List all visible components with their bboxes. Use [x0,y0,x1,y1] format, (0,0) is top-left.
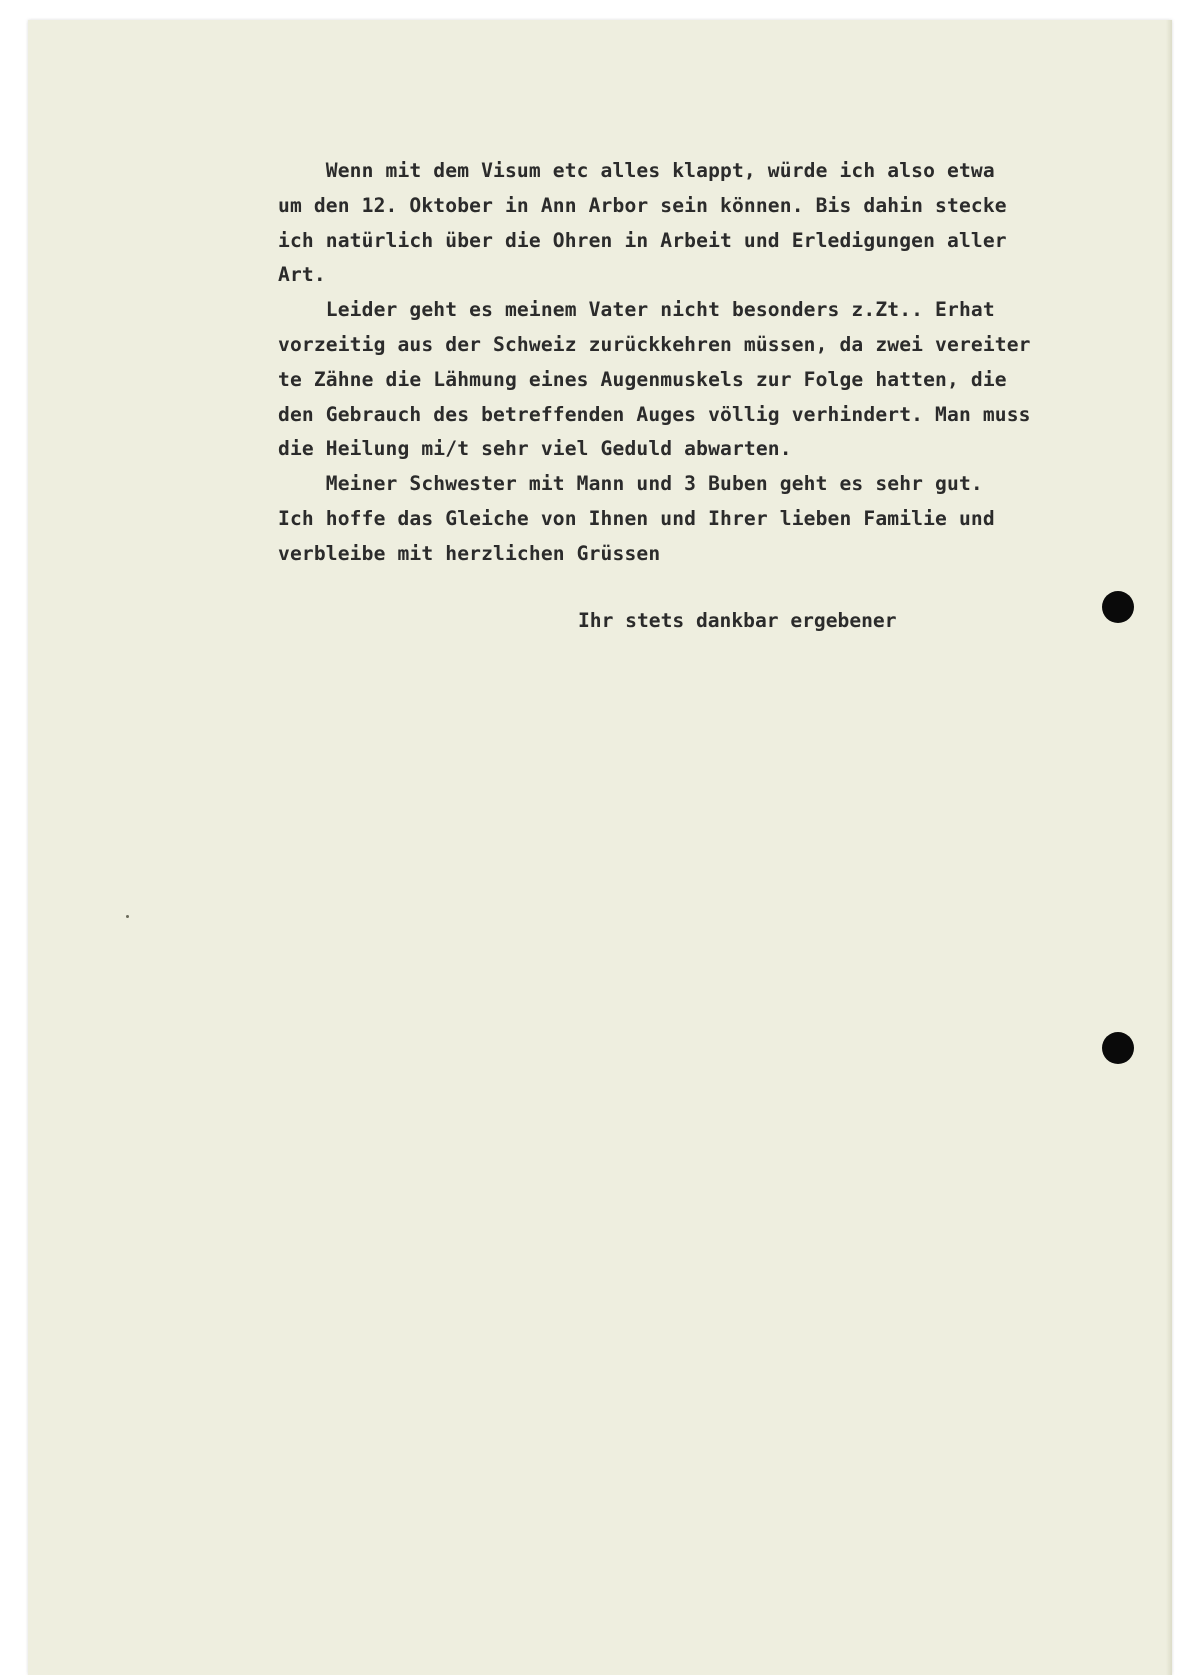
letter-line: Meiner Schwester mit Mann und 3 Buben geht es sehr gut. [278,472,983,496]
letter-line: ich natürlich über die Ohren in Arbeit und Erledigungen aller [278,228,1007,252]
letter-line: um den 12. Oktober in Ann Arbor sein können. Bis dahin stecke [278,193,1007,217]
letter-line: vorzeitig aus der Schweiz zurückkehren müssen, da zwei vereiter [278,332,1031,356]
letter-line: verbleibe mit herzlichen Grüssen [278,541,661,565]
letter-line: den Gebrauch des betreffenden Auges völlig verhindert. Man muss [278,402,1031,426]
letter-line: te Zähne die Lähmung eines Augenmuskels zur Folge hatten, die [278,367,1007,391]
letter-line: die Heilung mi/t sehr viel Geduld abwarten. [278,437,792,461]
letter-line: Ich hoffe das Gleiche von Ihnen und Ihrer lieben Familie und [278,506,995,530]
letter-line: Art. [278,263,326,287]
punch-hole-bottom [1102,1032,1134,1064]
letter-body [278,154,1188,572]
letter-closing: Ihr stets dankbar ergebener [578,609,897,632]
letter-line: Leider geht es meinem Vater nicht besonders z.Zt.. Erhat [278,298,995,322]
punch-hole-top [1102,591,1134,623]
letter-line: Wenn mit dem Visum etc alles klappt, würde ich also etwa [278,159,995,182]
paper-speck [126,915,129,918]
